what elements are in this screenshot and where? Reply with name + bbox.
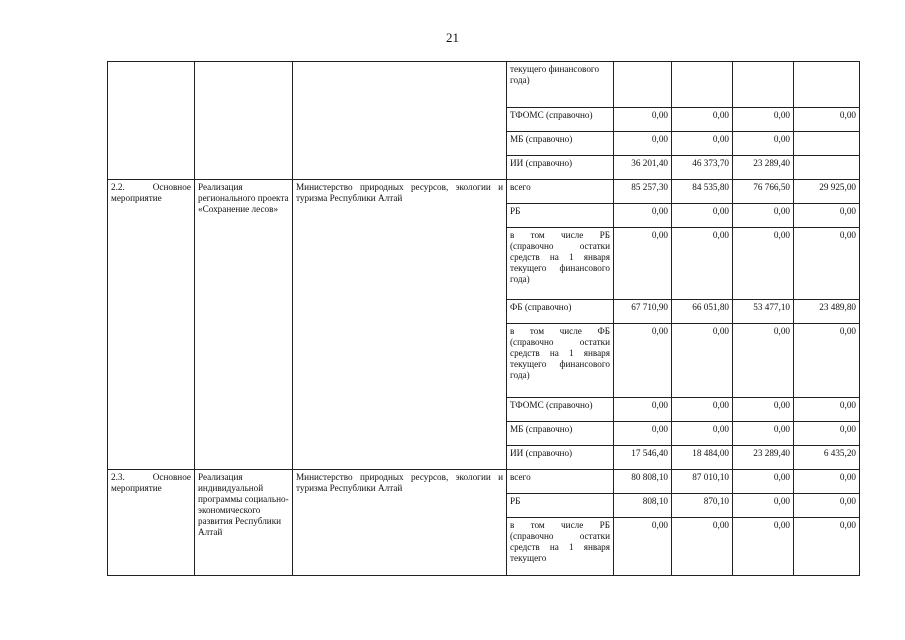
source-cell: в том числе РБ (справочно остатки средств на 1 января текущего финансового года) — [507, 228, 614, 300]
value-cell: 23 489,80 — [794, 300, 860, 324]
value-cell: 23 289,40 — [733, 446, 794, 470]
value-cell: 0,00 — [672, 518, 733, 576]
value-cell: 0,00 — [614, 108, 672, 132]
value-cell: 17 546,40 — [614, 446, 672, 470]
source-cell: всего — [507, 180, 614, 204]
value-cell: 0,00 — [794, 470, 860, 494]
value-cell: 66 051,80 — [672, 300, 733, 324]
measure-type-first: Основное — [152, 472, 191, 482]
value-cell: 80 808,10 — [614, 470, 672, 494]
value-cell: 0,00 — [733, 518, 794, 576]
value-cell — [794, 156, 860, 180]
value-cell: 36 201,40 — [614, 156, 672, 180]
value-cell: 0,00 — [794, 108, 860, 132]
value-cell: 0,00 — [614, 228, 672, 300]
measure-number: 2.2. — [111, 182, 125, 192]
source-cell: ИИ (справочно) — [507, 156, 614, 180]
value-cell: 0,00 — [733, 228, 794, 300]
source-cell: МБ (справочно) — [507, 132, 614, 156]
source-cell: РБ — [507, 494, 614, 518]
value-cell: 0,00 — [733, 204, 794, 228]
measure-number-cell — [108, 470, 195, 576]
value-cell: 0,00 — [794, 422, 860, 446]
value-cell: 53 477,10 — [733, 300, 794, 324]
cell-empty — [733, 62, 794, 108]
source-cell: ФБ (справочно) — [507, 300, 614, 324]
value-cell: 0,00 — [733, 470, 794, 494]
value-cell: 6 435,20 — [794, 446, 860, 470]
source-cell: ИИ (справочно) — [507, 446, 614, 470]
measure-executor: Министерство природных ресурсов, экологии и туризма Республики Алтай — [293, 180, 507, 470]
cell-empty — [293, 62, 507, 180]
cell-empty — [108, 62, 195, 180]
value-cell: 84 535,80 — [672, 180, 733, 204]
value-cell: 67 710,90 — [614, 300, 672, 324]
value-cell: 46 373,70 — [672, 156, 733, 180]
measure-executor: Министерство природных ресурсов, экологии и туризма Республики Алтай — [293, 470, 507, 576]
cell-empty — [794, 62, 860, 108]
table-row — [108, 470, 860, 494]
value-cell: 0,00 — [794, 324, 860, 398]
value-cell: 0,00 — [733, 398, 794, 422]
measure-number-cell — [108, 180, 195, 470]
value-cell: 0,00 — [794, 518, 860, 576]
value-cell: 870,10 — [672, 494, 733, 518]
value-cell: 0,00 — [614, 398, 672, 422]
value-cell: 76 766,50 — [733, 180, 794, 204]
value-cell: 0,00 — [614, 204, 672, 228]
cell-empty — [672, 62, 733, 108]
value-cell: 0,00 — [672, 422, 733, 446]
source-cell: текущего финансового года) — [507, 62, 614, 108]
value-cell: 0,00 — [733, 422, 794, 446]
value-cell: 23 289,40 — [733, 156, 794, 180]
value-cell: 0,00 — [614, 132, 672, 156]
measure-type-first: Основное — [152, 182, 191, 192]
value-cell: 29 925,00 — [794, 180, 860, 204]
budget-table — [107, 61, 860, 576]
table-row — [108, 180, 860, 204]
value-cell: 87 010,10 — [672, 470, 733, 494]
source-cell: МБ (справочно) — [507, 422, 614, 446]
value-cell: 0,00 — [794, 494, 860, 518]
value-cell: 0,00 — [672, 398, 733, 422]
measure-name: Реализация индивидуальной программы социально-экономического развития Республики Алтай — [195, 470, 293, 576]
value-cell: 0,00 — [614, 324, 672, 398]
cell-empty — [614, 62, 672, 108]
cell-empty — [195, 62, 293, 180]
value-cell: 85 257,30 — [614, 180, 672, 204]
value-cell — [794, 132, 860, 156]
source-cell: ТФОМС (справочно) — [507, 108, 614, 132]
value-cell: 0,00 — [733, 494, 794, 518]
value-cell: 0,00 — [672, 324, 733, 398]
page-number: 21 — [446, 30, 459, 45]
value-cell: 0,00 — [733, 132, 794, 156]
value-cell: 0,00 — [733, 324, 794, 398]
value-cell: 18 484,00 — [672, 446, 733, 470]
measure-name: Реализация регионального проекта «Сохранение лесов» — [195, 180, 293, 470]
value-cell: 0,00 — [614, 422, 672, 446]
value-cell: 0,00 — [672, 108, 733, 132]
value-cell: 0,00 — [794, 204, 860, 228]
measure-type-rest: мероприятие — [111, 483, 162, 493]
source-cell: ТФОМС (справочно) — [507, 398, 614, 422]
value-cell: 0,00 — [794, 398, 860, 422]
measure-type-rest: мероприятие — [111, 193, 162, 203]
source-cell: в том числе ФБ (справочно остатки средств на 1 января текущего финансового года) — [507, 324, 614, 398]
source-cell: всего — [507, 470, 614, 494]
value-cell: 0,00 — [672, 204, 733, 228]
value-cell: 0,00 — [794, 228, 860, 300]
value-cell: 0,00 — [672, 228, 733, 300]
table-row — [108, 62, 860, 108]
value-cell: 0,00 — [733, 108, 794, 132]
source-cell: в том числе РБ (справочно остатки средств на 1 января текущего — [507, 518, 614, 576]
value-cell: 0,00 — [614, 518, 672, 576]
source-cell: РБ — [507, 204, 614, 228]
measure-number: 2.3. — [111, 472, 125, 482]
value-cell: 808,10 — [614, 494, 672, 518]
value-cell: 0,00 — [672, 132, 733, 156]
